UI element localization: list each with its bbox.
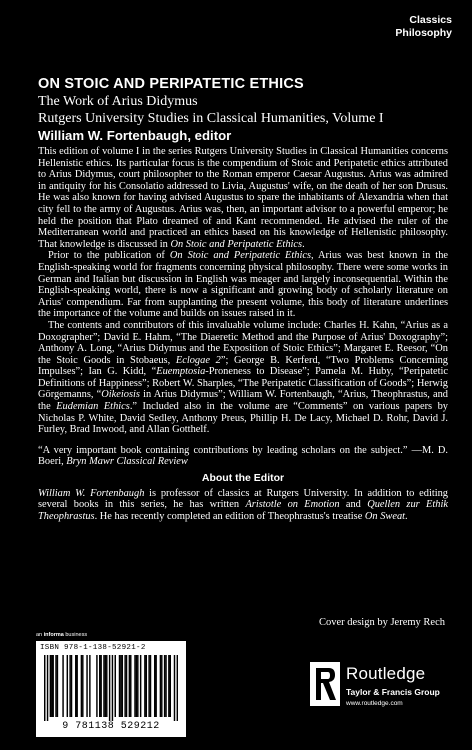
barcode-bar <box>69 655 70 717</box>
blurb-paragraph-2 <box>38 250 448 320</box>
barcode-bar <box>109 655 110 721</box>
barcode-bar <box>140 655 141 717</box>
routledge-logo-icon <box>310 662 340 706</box>
barcode-bar <box>82 655 83 717</box>
barcode-bar <box>89 655 90 717</box>
barcode-bar <box>57 655 58 717</box>
barcode-bar <box>134 655 135 717</box>
barcode-bar <box>164 655 165 717</box>
text-run: Quellen zur Ethik Theophrastus <box>38 499 448 522</box>
barcode-bar <box>100 655 101 717</box>
barcode-bar <box>148 655 149 717</box>
barcode-bar <box>75 655 76 717</box>
barcode-bar <box>115 655 116 717</box>
blurb-body <box>38 146 448 522</box>
blurb-paragraph-1 <box>38 146 448 250</box>
barcode-bar <box>105 655 106 717</box>
barcode-bar <box>124 655 125 717</box>
text-run: . <box>405 510 408 522</box>
barcode-bar <box>161 655 162 717</box>
book-title: ON STOIC AND PERIPATETIC ETHICS <box>38 76 304 92</box>
informa-suffix: business <box>63 632 88 638</box>
barcode-bar <box>146 655 147 717</box>
text-run: On Stoic and Peripatetic Ethics <box>170 238 303 250</box>
text-run: “A very important book containing contributions by leading scholars on the subject.” —M. D. Boeri, <box>38 444 448 468</box>
barcode-bar <box>154 655 155 717</box>
barcode-bar <box>50 655 51 717</box>
text-run: On Sweat <box>364 510 406 522</box>
publisher-logo-block <box>310 662 460 722</box>
barcode-bar <box>174 655 175 721</box>
text-run: On Stoic and Peripatetic Ethics <box>169 250 312 262</box>
barcode-bar <box>71 655 72 717</box>
barcode-bar <box>130 655 131 717</box>
publisher-url: www.routledge.com <box>346 700 403 707</box>
barcode-bar <box>44 655 45 721</box>
series-name: Rutgers University Studies in Classical Humanities, Volume I <box>38 111 384 126</box>
barcode-bar <box>120 655 121 717</box>
about-editor-text <box>38 488 448 523</box>
barcode-bar <box>86 655 87 717</box>
category-philosophy: Philosophy <box>395 27 452 39</box>
barcode-bar <box>119 655 120 717</box>
barcode-bar <box>96 655 97 717</box>
barcode-bar <box>112 655 113 721</box>
barcode-bar <box>99 655 100 717</box>
barcode-bar <box>168 655 169 717</box>
text-run: William W. Fortenbaugh <box>38 487 145 499</box>
isbn-number: ISBN 978-1-138-52921-2 <box>40 644 146 652</box>
text-run: is professor of classics at Rutgers University. In addition to editing several books in this series, he has written <box>38 487 448 511</box>
text-run: Prior to the publication of <box>48 250 170 262</box>
about-editor-heading: About the Editor <box>201 472 285 485</box>
barcode-bar <box>165 655 166 717</box>
text-run: Bryn Mawr Classical Review <box>66 456 188 468</box>
text-run: Aristotle on Emotion <box>245 499 340 511</box>
barcode-bar <box>136 655 137 717</box>
publisher-name: Routledge <box>346 664 426 683</box>
barcode-bar <box>52 655 53 717</box>
text-run: ”; George B. Kerferd, “Two Problems Concerning Impulses”; Ian G. Kidd, “ <box>38 354 448 378</box>
barcode-bar <box>47 655 48 721</box>
text-run: Oikeiosis <box>101 389 140 401</box>
barcode-bar <box>62 655 63 717</box>
barcode-bar <box>103 655 104 717</box>
barcode-bar <box>122 655 123 717</box>
barcode-bar <box>76 655 77 717</box>
barcode-bar <box>137 655 138 717</box>
informa-prefix: an <box>36 632 44 638</box>
subject-category <box>395 14 452 40</box>
barcode-bar <box>150 655 151 717</box>
book-header <box>38 75 448 144</box>
text-run: , Arius was best known in the English-speaking world for fragments concerning physical philosophy. There were some works in German and Italian but discussion in English was meager and largely inconsequential. Within the English-speaking world, there is now a significant and growing body of scholarly literature on Arius' compendium. Far from supplanting the present volume, this body of literature underlines the importance of the volume and builds on issues raised in it. <box>38 250 449 320</box>
barcode-bar <box>81 655 82 717</box>
barcode-bar <box>170 655 171 717</box>
text-run: . He has recently completed an edition of Theophrastus's treatise <box>94 510 365 522</box>
barcode-bar <box>126 655 127 717</box>
text-run: Eclogae 2 <box>175 354 221 366</box>
text-run: Eudemian Ethics <box>56 401 130 413</box>
text-run: Euemptosia <box>156 366 206 378</box>
barcode-bar <box>55 655 56 717</box>
barcode-bar <box>160 655 161 717</box>
isbn-barcode <box>36 641 186 737</box>
book-subtitle: The Work of Arius Didymus <box>38 94 198 109</box>
category-classics: Classics <box>409 14 452 26</box>
text-run: This edition of volume I in the series Rutgers University Studies in Classical Humanities concerns Hellenistic ethics. Its particular focus is the compendium of Stoic and Peripatetic ethics attributed to Arius Didymus, court philosopher to the Roman emperor Caesar Augustus. Arius was admired in antiquity for his Consolatio addressed to Livia, Augustus' wife, on the death of her son Drusus. He was also known for having advised Augustus to spare the inhabitants of Alexandria when that city fell to the army of Augustus. Arius was, then, an important advisor to a powerful emperor; he held the position that Plato dreamed of and Kant recommended. He advised the ruler of the Mediterranean world and practiced an ethics based on his knowledge of Hellenistic philosophy. That knowledge is discussed in <box>38 146 448 250</box>
barcode-bar <box>177 655 178 721</box>
text-run: The contents and contributors of this invaluable volume include: Charles H. Kahn, “Arius as a Doxographer”; David E. Hahm, “The Diaeretic Method and the Purpose of Arius' Doxography”; Anthony A. Long, “Arius Didymus and the Exposition of Stoic Ethics”; Margaret E. Reesor, “On the Stoic Goods in Stobaeus, <box>38 319 448 366</box>
text-run: .” Included also in the volume are “Comments” on various papers by Nicholas P. White, David Sedley, Anthony Preus, Phillip H. De Lacy, Michael D. Rohr, David J. Furley, Brad Inwood, and Allan Gotthelf. <box>38 401 448 436</box>
barcode-bar <box>67 655 68 717</box>
publisher-group: Taylor & Francis Group <box>346 687 440 697</box>
informa-business-label <box>36 632 87 638</box>
text-run: in Arius Didymus”; William W. Fortenbaugh, “Arius, Theophrastus, and the <box>38 389 448 413</box>
text-run: . <box>302 238 305 250</box>
barcode-icon <box>44 655 178 721</box>
ean-digits: 9 781138 529212 <box>62 721 160 732</box>
barcode-bar <box>129 655 130 717</box>
review-quote <box>38 445 448 468</box>
text-run: and <box>339 499 368 511</box>
barcode-bar <box>144 655 145 717</box>
text-run: -Proneness to Disease”; Pamela M. Huby, “Peripatetic Definitions of Happiness”; Robert W. Sharples, “The Peripatetic Classification of Goods”; Herwig Görgemanns, “ <box>38 366 448 401</box>
blurb-paragraph-3 <box>38 320 448 436</box>
barcode-bar <box>106 655 107 717</box>
informa-brand: informa <box>43 632 64 638</box>
cover-design-credit: Cover design by Jeremy Rech <box>319 617 445 628</box>
barcode-bar <box>155 655 156 717</box>
editor-name: William W. Fortenbaugh, editor <box>38 128 232 143</box>
barcode-bar <box>51 655 52 717</box>
